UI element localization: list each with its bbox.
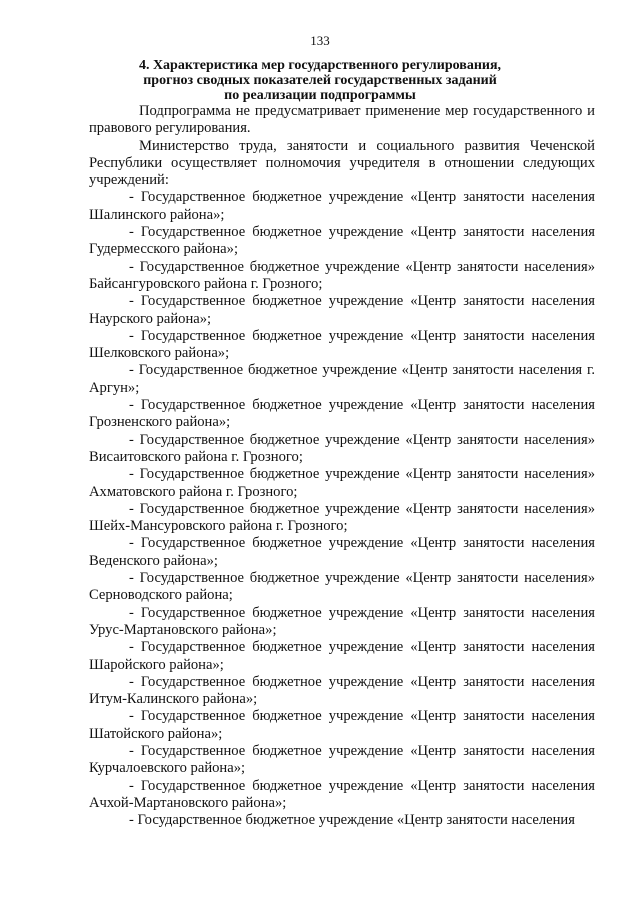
list-item: - Государственное бюджетное учреждение «Центр занятости населения Шаройского района»; — [89, 639, 595, 673]
list-item: - Государственное бюджетное учреждение «Центр занятости населения Курчалоевского района»; — [89, 742, 595, 777]
list-item: - Государственное бюджетное учреждение «Центр занятости населения Итум-Калинского района»; — [89, 673, 595, 708]
list-item: - Государственное бюджетное учреждение «Центр занятости населения Шалинского района»; — [89, 189, 595, 223]
list-item: - Государственное бюджетное учреждение «Центр занятости населения Грозненского района»; — [89, 397, 595, 431]
list-item: - Государственное бюджетное учреждение «Центр занятости населения» Висаитовского района г. Грозного; — [89, 431, 595, 465]
page-number: 133 — [310, 33, 330, 48]
list-item: - Государственное бюджетное учреждение «Центр занятости населения Ачхой-Мартановского района»; — [89, 777, 595, 811]
document-body — [89, 103, 595, 829]
list-item: - Государственное бюджетное учреждение «Центр занятости населения Урус-Мартановского района»; — [89, 604, 595, 638]
list-item: - Государственное бюджетное учреждение «Центр занятости населения» Серноводского района; — [89, 570, 595, 604]
list-item: - Государственное бюджетное учреждение «Центр занятости населения» Шейх-Мансуровского района г. Грозного; — [89, 500, 595, 535]
list-item: - Государственное бюджетное учреждение «Центр занятости населения г. Аргун»; — [89, 362, 595, 396]
heading-line: 4. Характеристика мер государственного регулирования, — [138, 58, 502, 73]
heading-line: прогноз сводных показателей государственных заданий — [143, 73, 497, 88]
list-item: - Государственное бюджетное учреждение «Центр занятости населения Гудермесского района»; — [89, 224, 595, 258]
list-item: - Государственное бюджетное учреждение «Центр занятости населения Шелковского района»; — [89, 327, 595, 362]
list-item: - Государственное бюджетное учреждение «Центр занятости населения Наурского района»; — [89, 293, 595, 327]
paragraph-regulation: Подпрограмма не предусматривает применение мер государственного и правового регулирования. — [89, 103, 595, 137]
list-item: - Государственное бюджетное учреждение «Центр занятости населения Веденского района»; — [89, 535, 595, 569]
section-heading — [90, 58, 550, 103]
list-item: - Государственное бюджетное учреждение «Центр занятости населения — [129, 812, 575, 829]
list-item: - Государственное бюджетное учреждение «Центр занятости населения» Ахматовского района г. Грозного; — [89, 466, 595, 500]
heading-line: по реализации подпрограммы — [224, 88, 416, 103]
paragraph-ministry: Министерство труда, занятости и социального развития Чеченской Республики осуществляет полномочия учредителя в отношении следующих учреждений: — [89, 137, 595, 189]
list-item: - Государственное бюджетное учреждение «Центр занятости населения» Байсангуровского района г. Грозного; — [89, 258, 595, 292]
list-item: - Государственное бюджетное учреждение «Центр занятости населения Шатойского района»; — [89, 708, 595, 742]
